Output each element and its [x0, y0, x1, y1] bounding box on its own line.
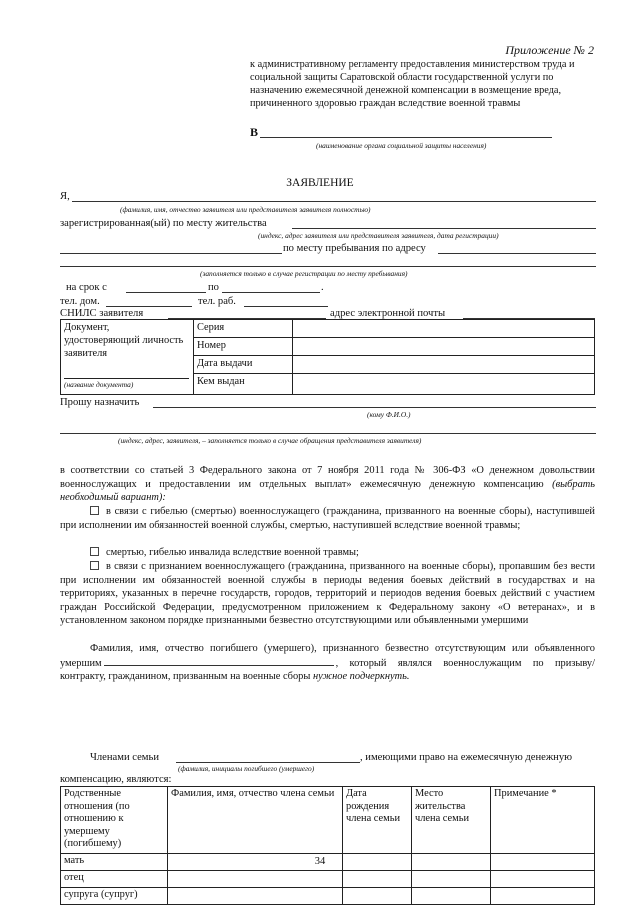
option-3-text: в связи с признанием военнослужащего (гражданина, призванного на военные сборы), пропавшим без вести при исполнении им обязанностей военной службы в периоды ведения боевых действий в государствах и на территориях, указанных в перечне государств, городов, территорий и периодов ведения боевых действий с участием граждан Российской Федерации, предусмотренном приложением к Федеральному закону «О ветеранах», и в установленном законом порядке признанными безвестно отсутствующими или объявленными умершими	[60, 561, 595, 626]
members-text-c: компенсацию, являются:	[60, 774, 172, 785]
document-name-hint: (название документа)	[64, 380, 134, 389]
missing-name-line[interactable]	[104, 656, 334, 666]
appendix-title: Приложение № 2	[505, 43, 594, 57]
i-label: Я,	[60, 191, 70, 202]
home-phone-label: тел. дом.	[60, 296, 100, 307]
header-relation: Родственные отношения (по отношению к умершему (погибшему)	[61, 787, 168, 854]
missing-hint: нужное подчеркнуть.	[312, 671, 410, 682]
page-number: 34	[314, 856, 326, 867]
relation-cell: отец	[61, 871, 168, 888]
option-2-checkbox[interactable]	[90, 547, 99, 556]
appendix-text: к административному регламенту предоставления министерством труда и социальной защиты Саратовской области государственной услуги по назначению ежемесячной денежной компенсации в возмещение вреда, причиненного здоровью граждан вследствие военной травмы	[250, 59, 575, 109]
intro-hint: (выбрать необходимый вариант):	[60, 478, 595, 503]
registered-line-2[interactable]	[60, 253, 282, 254]
residence-cell[interactable]	[412, 871, 491, 888]
identity-document-label-cell	[61, 320, 194, 395]
number-label: Номер	[194, 338, 293, 356]
work-phone-label: тел. раб.	[198, 296, 236, 307]
identity-document-table	[60, 319, 595, 395]
option-1-text: в связи с гибелью (смертью) военнослужащего (гражданина, призванного на военные сборы), наступившей при исполнении им обязанностей военной службы, смертью, наступившей вследствие военной травмы;	[60, 506, 595, 531]
registered-label: зарегистрированная(ый) по месту жительства	[60, 218, 267, 229]
issued-by-value[interactable]	[293, 374, 595, 395]
term-end: .	[321, 282, 324, 293]
registered-line[interactable]	[292, 228, 596, 229]
applicant-name-line[interactable]	[72, 201, 596, 202]
request-fio-hint: (кому Ф.И.О.)	[367, 410, 411, 419]
request-address-hint: (индекс, адрес, заявителя, – заполняется только в случае обращения представителя заявителя)	[118, 436, 422, 445]
to-prefix: В	[250, 125, 259, 139]
term-to-label: по	[208, 282, 219, 293]
name-cell[interactable]	[168, 871, 343, 888]
request-label: Прошу назначить	[60, 397, 140, 408]
header-name: Фамилия, имя, отчество члена семьи	[168, 787, 343, 854]
members-text-b: , имеющими право на ежемесячную денежную	[360, 752, 573, 763]
stay-hint: (заполняется только в случае регистрации по месту пребывания)	[200, 269, 408, 278]
option-1	[60, 505, 595, 532]
intro-text: в соответствии со статьей 3 Федерального закона от 7 ноября 2011 года № 306-ФЗ «О денежном довольствии военнослужащих и предоставлении им отдельных выплат» ежемесячную денежную компенсацию	[60, 465, 595, 490]
to-hint: (наименование органа социальной защиты населения)	[316, 141, 487, 150]
stay-label: по месту пребывания по адресу	[283, 243, 426, 254]
series-label: Серия	[194, 320, 293, 338]
family-members-table	[60, 786, 595, 905]
option-2-text: смертью, гибелью инвалида вследствие военной травмы;	[106, 547, 359, 558]
series-value[interactable]	[293, 320, 595, 338]
identity-document-label: Документ, удостоверяющий личность заявителя	[64, 322, 184, 359]
note-cell[interactable]	[491, 888, 595, 905]
applicant-name-hint: (фамилия, имя, отчество заявителя или представителя заявителя полностью)	[120, 205, 371, 214]
option-2	[60, 546, 595, 560]
term-from-label: на срок с	[66, 282, 107, 293]
members-label: Членами семьи	[90, 752, 160, 763]
document-name-line[interactable]	[64, 378, 189, 379]
header-birth-date: Дата рождения члена семьи	[343, 787, 412, 854]
members-hint: (фамилия, инициалы погибшего (умершего)	[178, 764, 315, 773]
note-cell[interactable]	[491, 871, 595, 888]
header-note: Примечание *	[491, 787, 595, 854]
form-title: ЗАЯВЛЕНИЕ	[286, 177, 354, 189]
number-value[interactable]	[293, 338, 595, 356]
to-line[interactable]	[260, 137, 552, 138]
term-to-line[interactable]	[222, 292, 320, 293]
option-3	[60, 560, 595, 628]
birth-date-cell[interactable]	[343, 871, 412, 888]
email-label: адрес электронной почты	[330, 308, 446, 319]
option-3-checkbox[interactable]	[90, 561, 99, 570]
relation-cell: мать	[61, 854, 168, 871]
name-cell[interactable]	[168, 888, 343, 905]
missing-text-b: , который являлся военнослужащим по призыву/контракту, гражданином, призванным на военные сборы	[60, 657, 595, 682]
birth-date-cell[interactable]	[343, 888, 412, 905]
table-row	[61, 888, 595, 905]
header-residence: Место жительства члена семьи	[412, 787, 491, 854]
members-line[interactable]	[176, 762, 360, 763]
relation-cell: супруга (супруг)	[61, 888, 168, 905]
missing-paragraph	[60, 642, 595, 684]
intro-paragraph	[60, 464, 595, 505]
option-1-checkbox[interactable]	[90, 506, 99, 515]
issue-date-label: Дата выдачи	[194, 356, 293, 374]
request-fio-line[interactable]	[153, 407, 596, 408]
stay-line-2[interactable]	[60, 266, 596, 267]
residence-cell[interactable]	[412, 888, 491, 905]
term-from-line[interactable]	[126, 292, 206, 293]
issued-by-label: Кем выдан	[194, 374, 293, 395]
issue-date-value[interactable]	[293, 356, 595, 374]
request-address-line[interactable]	[60, 433, 596, 434]
stay-line[interactable]	[438, 253, 596, 254]
table-row	[61, 871, 595, 888]
work-phone-line[interactable]	[244, 306, 328, 307]
registered-hint: (индекс, адрес заявителя или представителя заявителя, дата регистрации)	[258, 231, 499, 240]
snils-label: СНИЛС заявителя	[60, 308, 144, 319]
missing-text-a: Фамилия, имя, отчество погибшего (умершего), признанного безвестно отсутствующим или объявленного умершим	[60, 643, 595, 669]
family-table-header	[61, 787, 595, 854]
